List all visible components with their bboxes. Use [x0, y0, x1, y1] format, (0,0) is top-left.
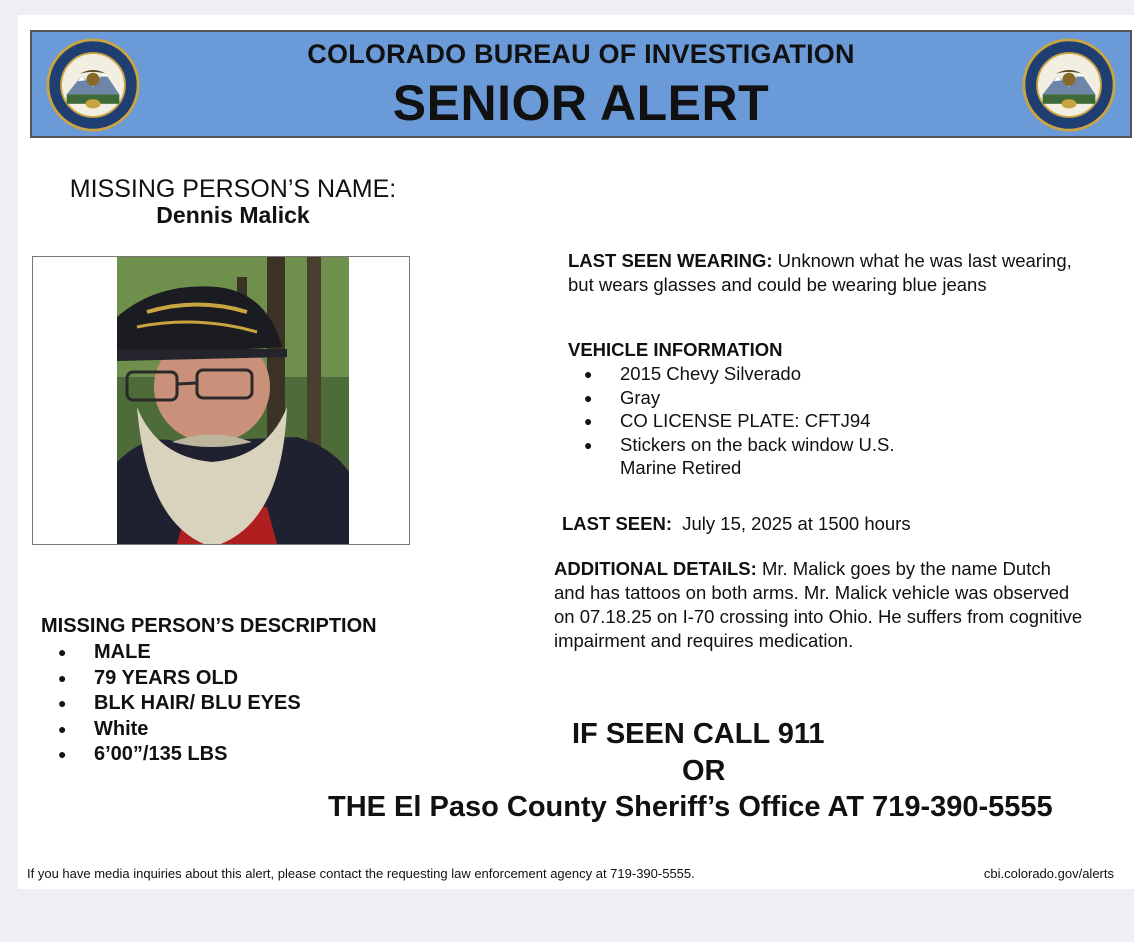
- list-item: ● CO LICENSE PLATE: CFTJ94: [18, 409, 940, 433]
- bullet-icon: ●: [58, 669, 67, 686]
- bullet-icon: ●: [58, 644, 67, 660]
- call-911: IF SEEN CALL 911: [572, 718, 825, 750]
- media-inquiries-note: If you have media inquiries about this alert, please contact the requesting law enforcement agency at 719-390-5555.: [27, 866, 695, 881]
- cbi-seal-icon: [1022, 38, 1116, 132]
- alerts-url: cbi.colorado.gov/alerts: [983, 866, 1114, 881]
- alert-page: COLORADO BUREAU OF INVESTIGATION SENIOR ALERT MISSING PERSON’S NAME: Dennis Malick MISSING PERSON’S DESCRIPTION ● MALE ● 79 YEARS OLD ● BLK HAIR/ BLU EYES ● White ● 6’00”/135 LBS LAST SEEN WEARING: Unknown what he was last wearing, but wears glasses and could be wearing blue jeans VEHICLE INFORMATION ● 2015 Chevy Silverado ● Gray ● CO LICENSE PLATE: CFTJ94 ● Stickers on the back window U.S. Marine Retired LAST SEEN: July 15, 2025 at 1500 hours ADDITIONAL DETAILS: Mr. Malick goes by the name Dutch and has tattoos on both arms. Mr. Malick vehicle was observed on 07.18.25 on I-70 crossing into Ohio. He suffers from cognitive impairment and requires medication. IF SEEN CALL 911 OR THE El Paso County Sheriff’s Office AT 719-390-5555 If you have media inquiries about this alert, please contact the requesting law enforcement agency at 719-390-5555. cbi.colorado.gov/alerts: [18, 15, 1134, 889]
- last-seen-wearing: [568, 249, 1078, 297]
- bullet-icon: ●: [58, 720, 67, 737]
- bullet-icon: ●: [58, 695, 67, 711]
- bullet-icon: ●: [584, 366, 593, 382]
- list-item: ● Gray: [18, 386, 940, 410]
- bullet-icon: ●: [584, 389, 593, 406]
- list-item: ● Stickers on the back window U.S. Marine Retired: [584, 433, 895, 478]
- last-seen-wearing-text: Unknown what he was last wearing, but wears glasses and could be wearing blue jeans: [568, 250, 1072, 295]
- list-item: ● 2015 Chevy Silverado: [18, 362, 940, 386]
- additional-details-text: Mr. Malick goes by the name Dutch and has tattoos on both arms. Mr. Malick vehicle was observed on 07.18.25 on I-70 crossing into Ohio. He suffers from cognitive impairment and requires medication.: [554, 558, 1083, 651]
- bullet-icon: ●: [58, 746, 67, 762]
- last-seen-label: LAST SEEN:: [562, 513, 672, 534]
- additional-details: [554, 557, 1084, 653]
- additional-details-label: ADDITIONAL DETAILS:: [554, 558, 757, 579]
- alert-title: SENIOR ALERT: [392, 75, 770, 131]
- description-title: MISSING PERSON’S DESCRIPTION: [41, 615, 377, 637]
- last-seen-wearing-label: LAST SEEN WEARING:: [568, 250, 773, 271]
- last-seen-text: July 15, 2025 at 1500 hours: [671, 513, 911, 534]
- call-or: OR: [682, 755, 726, 787]
- bullet-icon: ●: [584, 413, 593, 429]
- missing-person-name: Dennis Malick: [156, 202, 310, 228]
- missing-person-name-label: MISSING PERSON’S NAME:: [69, 175, 397, 203]
- bullet-icon: ●: [584, 436, 593, 453]
- agency-name: COLORADO BUREAU OF INVESTIGATION: [307, 39, 855, 69]
- last-seen: [562, 513, 911, 535]
- call-sheriff: THE El Paso County Sheriff’s Office AT 719-390-5555: [328, 791, 1053, 823]
- vehicle-title: VEHICLE INFORMATION: [568, 339, 783, 360]
- header-banner: [30, 30, 1132, 138]
- vehicle-list: [18, 362, 940, 480]
